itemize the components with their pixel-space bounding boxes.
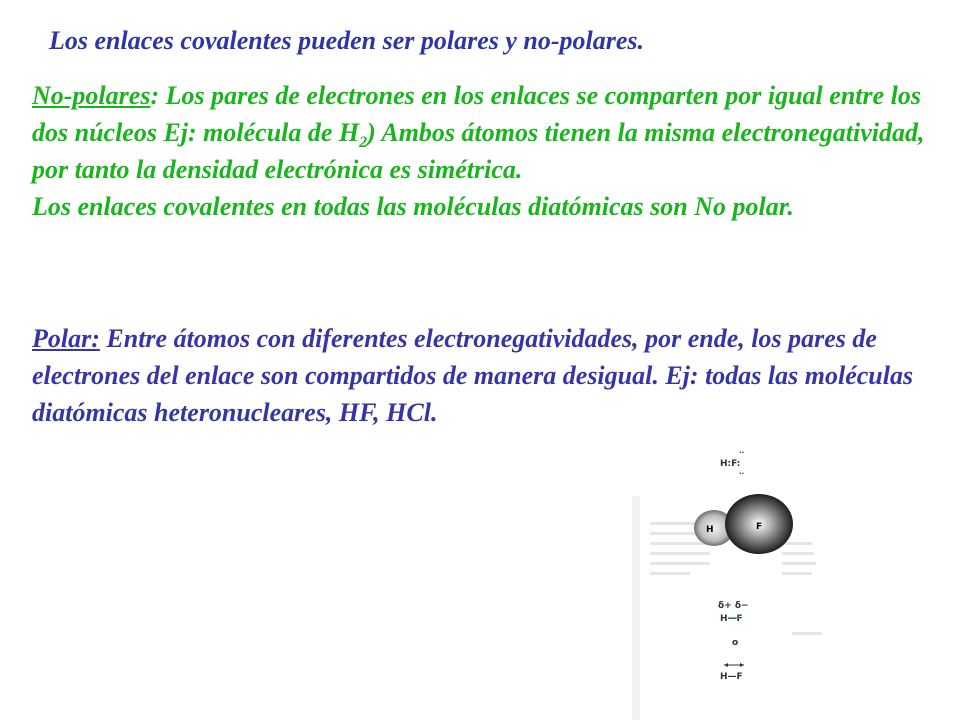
dipole-arrow-head (724, 663, 728, 667)
polar-text: Entre átomos con diferentes electronegatividades, por ende, los pares de electrones del enlace son compartidos de manera desigual. Ej: todas las moléculas diatómicas heteronucleares, HF, HCl. (32, 324, 914, 427)
nonpolar-subscript: 2 (359, 134, 368, 152)
nonpolar-text-1: Los pares de electrones en los enlaces se comparten por igual entre los dos núcleos Ej: molécula de H (32, 81, 922, 147)
nonpolar-section (32, 77, 947, 225)
dipole-arrow-tail (740, 663, 744, 667)
scan-edge (632, 496, 640, 720)
or-label: o (732, 638, 739, 648)
bond-1: H—F (720, 614, 743, 624)
partial-charges: δ+ δ− (718, 601, 749, 611)
lone-pair-bottom: ·· (739, 470, 745, 478)
nonpolar-colon: : (150, 81, 160, 110)
nonpolar-text-2: ) Ambos átomos tienen la misma electronegatividad, por tanto la densidad electrónica es simétrica. (32, 118, 925, 184)
lewis-structure: H:F: (720, 459, 741, 469)
lone-pair-top: ·· (739, 449, 745, 457)
atom-h-label: H (706, 525, 714, 535)
hf-molecule-figure (632, 446, 844, 720)
polar-section (32, 320, 947, 431)
polar-term: Polar: (32, 324, 100, 353)
atom-f-label: F (756, 522, 763, 532)
nonpolar-text-3: Los enlaces covalentes en todas las moléculas diatómicas son No polar. (32, 192, 794, 221)
nonpolar-term: No-polares (32, 81, 151, 110)
bond-2: H—F (720, 672, 743, 682)
slide-title: Los enlaces covalentes pueden ser polares y no-polares. (49, 26, 645, 55)
